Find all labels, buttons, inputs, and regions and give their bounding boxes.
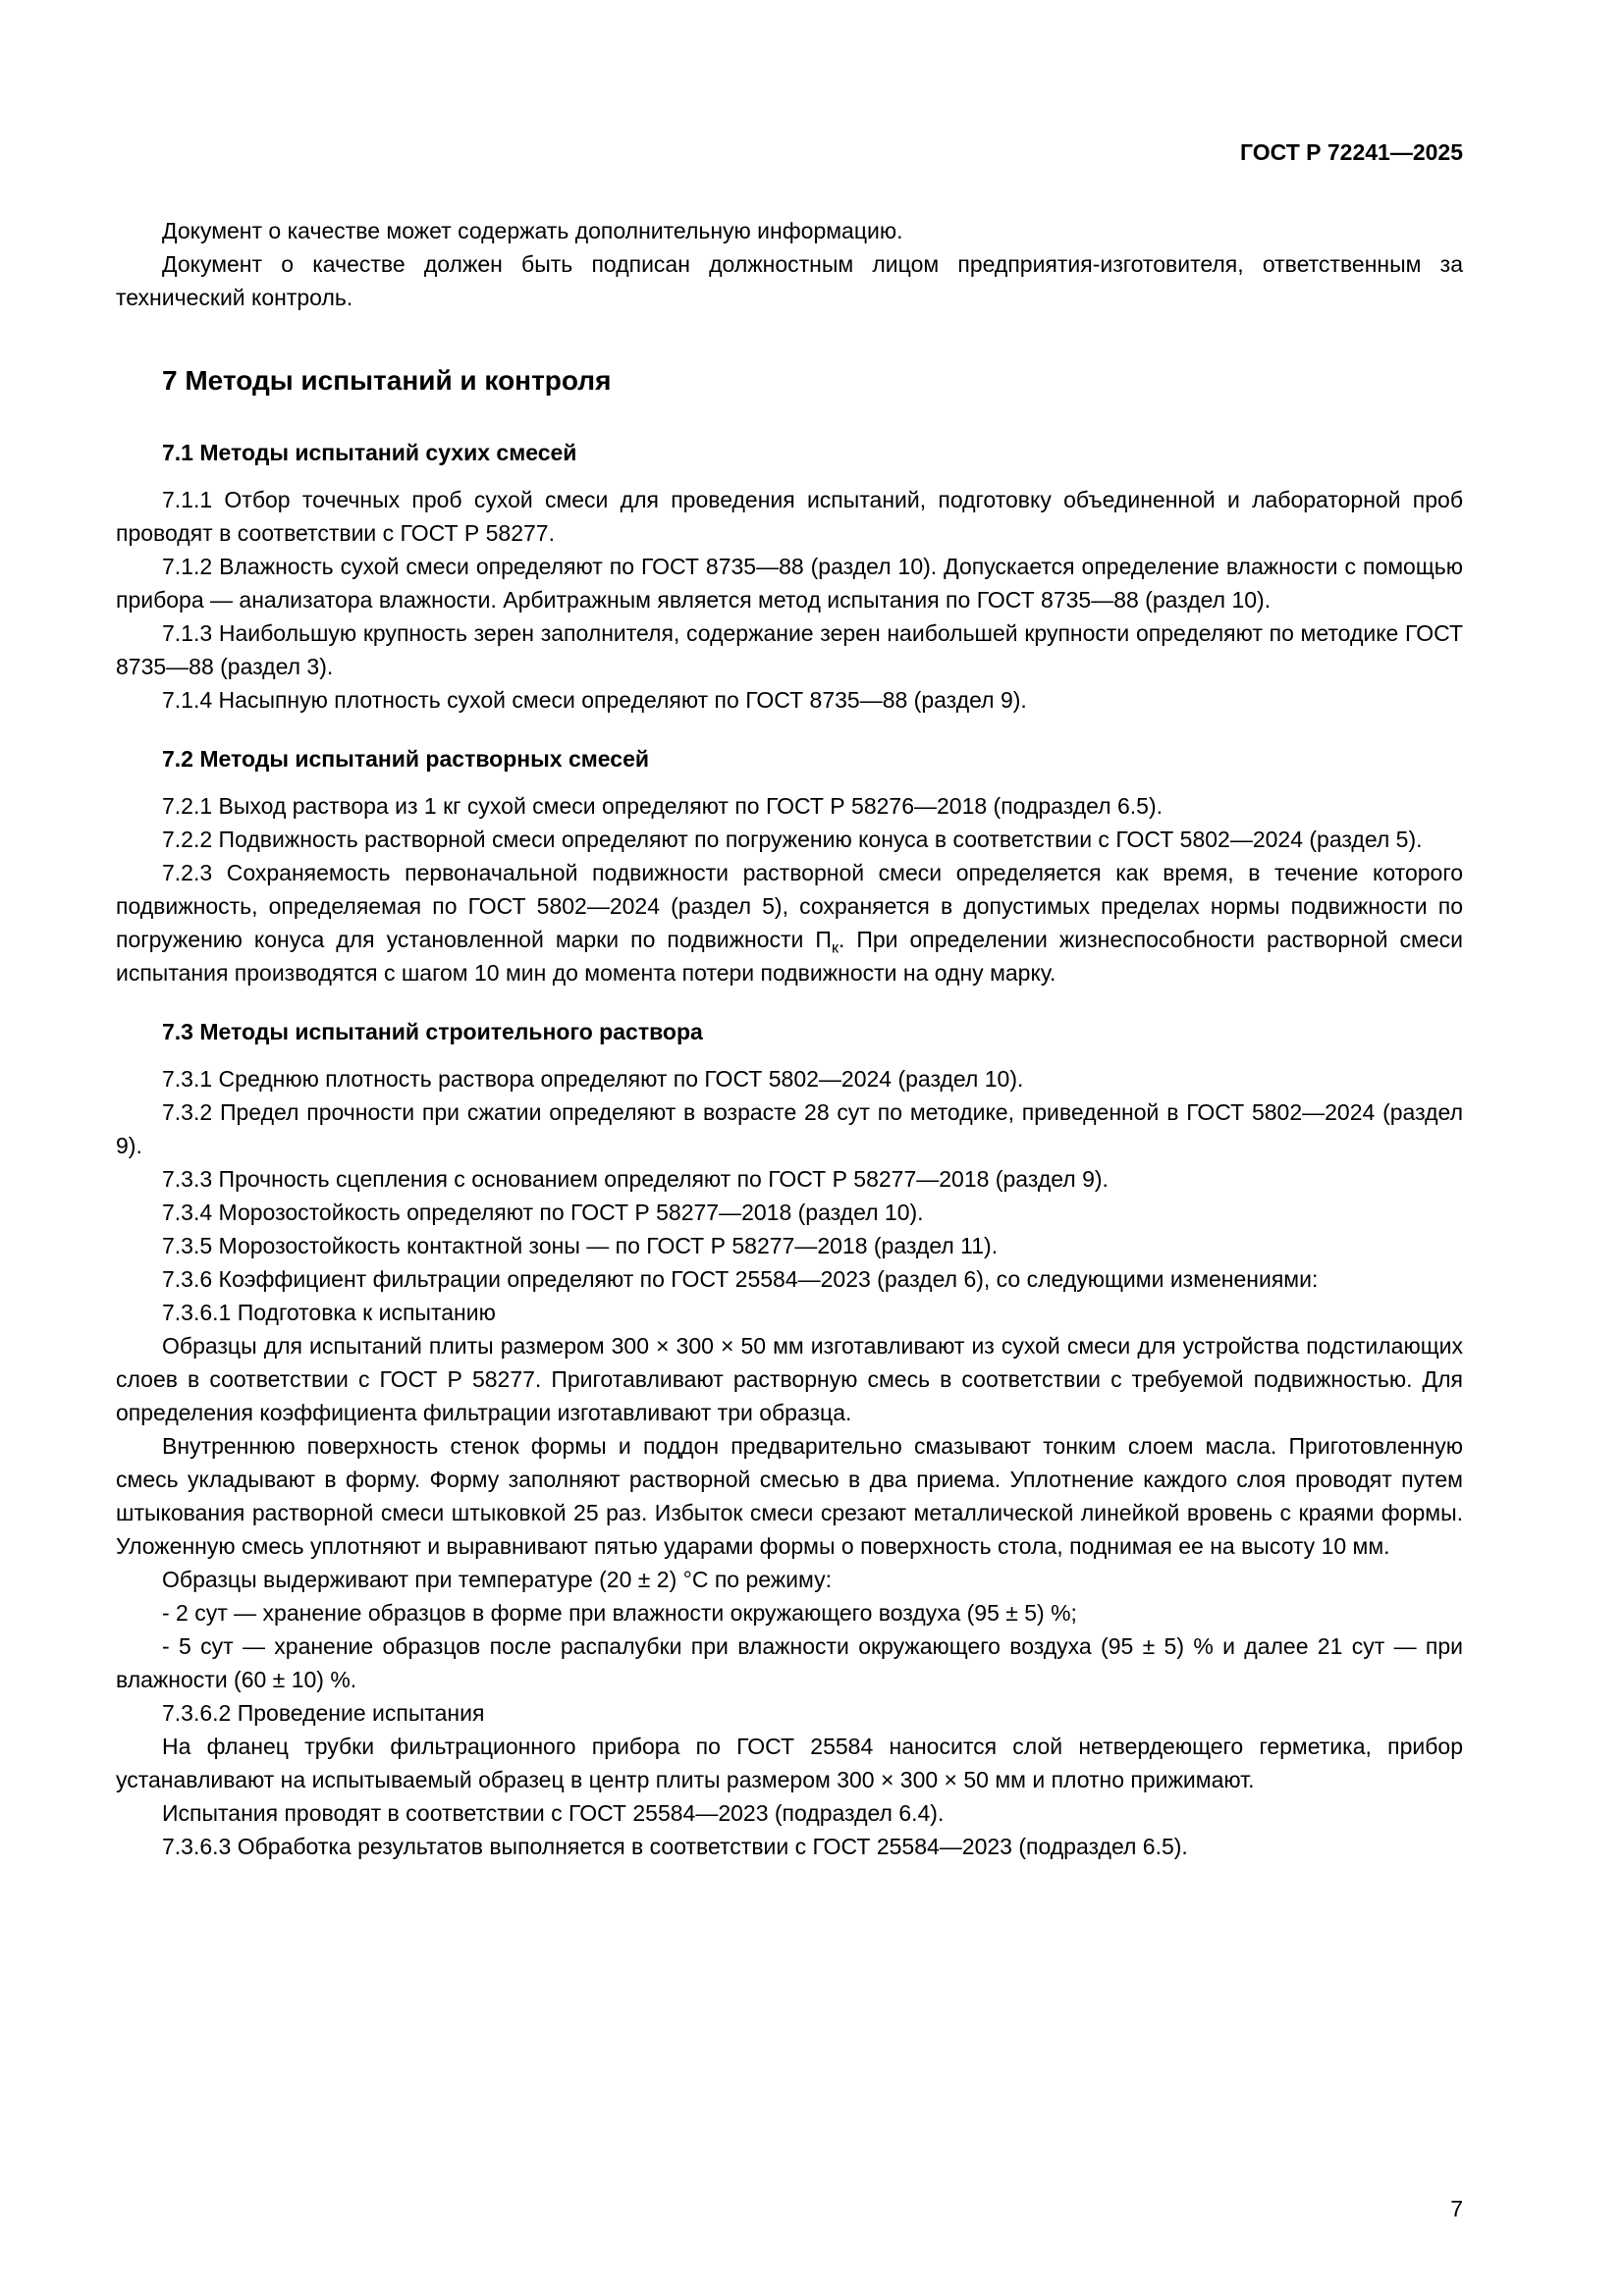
paragraph: 7.3.6.3 Обработка результатов выполняется в соответствии с ГОСТ 25584—2023 (подраздел 6.5).	[162, 1834, 1188, 1859]
paragraph: Документ о качестве должен быть подписан должностным лицом предприятия-изготовителя, ответственным за технический контроль.	[116, 251, 1463, 310]
paragraph: Документ о качестве может содержать дополнительную информацию.	[162, 218, 903, 243]
paragraph: 7.2.1 Выход раствора из 1 кг сухой смеси определяют по ГОСТ Р 58276—2018 (подраздел 6.5).	[162, 793, 1164, 819]
paragraph	[116, 856, 1463, 989]
paragraph: 7.1.3 Наибольшую крупность зерен заполнителя, содержание зерен наибольшей крупности определяют по методике ГОСТ 8735—88 (раздел 3).	[116, 620, 1463, 679]
section-heading: 7 Методы испытаний и контроля	[162, 365, 612, 396]
paragraph: 7.3.6.2 Проведение испытания	[162, 1700, 485, 1726]
paragraph: На фланец трубки фильтрационного прибора по ГОСТ 25584 наносится слой нетвердеющего герметика, прибор устанавливают на испытываемый образец в центр плиты размером 300 × 300 × 50 мм и плотно прижимают.	[116, 1734, 1463, 1792]
paragraph: - 2 сут — хранение образцов в форме при влажности окружающего воздуха (95 ± 5) %;	[162, 1600, 1077, 1626]
document-header-standard-number: ГОСТ Р 72241—2025	[1240, 139, 1463, 165]
document-content	[116, 135, 1463, 1863]
paragraph: 7.3.6 Коэффициент фильтрации определяют по ГОСТ 25584—2023 (раздел 6), со следующими изменениями:	[162, 1266, 1319, 1292]
paragraph: 7.3.2 Предел прочности при сжатии определяют в возрасте 28 сут по методике, приведенной в ГОСТ 5802—2024 (раздел 9).	[116, 1099, 1463, 1158]
paragraph: Образцы выдерживают при температуре (20 ± 2) °С по режиму:	[162, 1567, 832, 1592]
paragraph: 7.1.1 Отбор точечных проб сухой смеси для проведения испытаний, подготовку объединенной и лабораторной проб проводят в соответствии с ГОСТ Р 58277.	[116, 487, 1463, 546]
paragraph: - 5 сут — хранение образцов после распалубки при влажности окружающего воздуха (95 ± 5) % и далее 21 сут — при влажности (60 ± 10) %.	[116, 1633, 1463, 1692]
subsection-heading: 7.2 Методы испытаний растворных смесей	[162, 746, 649, 772]
document-body	[116, 214, 1463, 1863]
page-number: 7	[1450, 2196, 1463, 2221]
paragraph: 7.3.1 Среднюю плотность раствора определяют по ГОСТ 5802—2024 (раздел 10).	[162, 1066, 1024, 1092]
subsection-heading: 7.3 Методы испытаний строительного раствора	[162, 1019, 703, 1044]
subsection-heading: 7.1 Методы испытаний сухих смесей	[162, 440, 577, 465]
paragraph: Внутреннюю поверхность стенок формы и поддон предварительно смазывают тонким слоем масла. Приготовленную смесь укладывают в форму. Форму заполняют растворной смесью в два приема. Уплотнение каждого слоя проводят путем штыкования растворной смеси штыковкой 25 раз. Избыток смеси срезают металлической линейкой вровень с краями формы. Уложенную смесь уплотняют и выравнивают пятью ударами формы о поверхность стола, поднимая ее на высоту 10 мм.	[116, 1433, 1463, 1559]
paragraph: 7.3.5 Морозостойкость контактной зоны — по ГОСТ Р 58277—2018 (раздел 11).	[162, 1233, 999, 1258]
subscript-text: к	[831, 939, 839, 957]
paragraph: 7.3.4 Морозостойкость определяют по ГОСТ Р 58277—2018 (раздел 10).	[162, 1200, 924, 1225]
paragraph: 7.2.2 Подвижность растворной смеси определяют по погружению конуса в соответствии с ГОСТ 5802—2024 (раздел 5).	[162, 827, 1423, 852]
paragraph: 7.1.2 Влажность сухой смеси определяют по ГОСТ 8735—88 (раздел 10). Допускается определение влажности с помощью прибора — анализатора влажности. Арбитражным является метод испытания по ГОСТ 8735—88 (раздел 10).	[116, 554, 1463, 613]
paragraph: 7.3.6.1 Подготовка к испытанию	[162, 1300, 496, 1325]
paragraph: Образцы для испытаний плиты размером 300 × 300 × 50 мм изготавливают из сухой смеси для устройства подстилающих слоев в соответствии с ГОСТ Р 58277. Приготавливают растворную смесь в соответствии с требуемой подвижностью. Для определения коэффициента фильтрации изготавливают три образца.	[116, 1333, 1463, 1425]
paragraph: 7.3.3 Прочность сцепления с основанием определяют по ГОСТ Р 58277—2018 (раздел 9).	[162, 1166, 1109, 1192]
paragraph-text: . При определении жизнеспособности растворной смеси испытания производятся с шагом 10 мин до момента потери подвижности на одну марку.	[116, 927, 1463, 986]
paragraph: 7.1.4 Насыпную плотность сухой смеси определяют по ГОСТ 8735—88 (раздел 9).	[162, 687, 1027, 713]
paragraph: Испытания проводят в соответствии с ГОСТ 25584—2023 (подраздел 6.4).	[162, 1800, 945, 1826]
paragraph-text: 7.2.3 Сохраняемость первоначальной подвижности растворной смеси определяется как время, в течение которого подвижность, определяемая по ГОСТ 5802—2024 (раздел 5), сохраняется в допустимых пределах нормы подвижности по погружению конуса для установленной марки по подвижности П	[116, 860, 1463, 952]
